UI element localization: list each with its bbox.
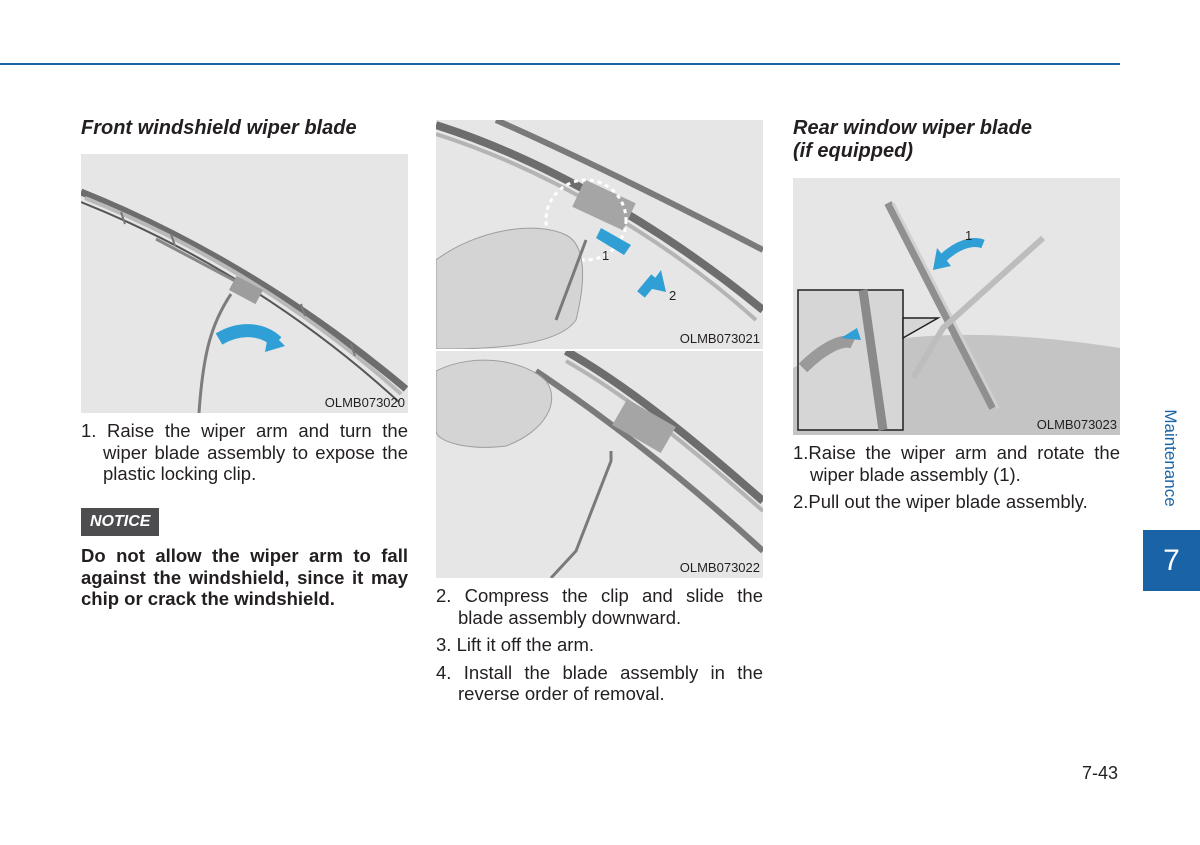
figure-rear-wiper (793, 178, 1120, 435)
page-number: 7-43 (1081, 763, 1118, 783)
chapter-label-text: Maintenance (1161, 408, 1180, 507)
figure-front-wiper (81, 154, 408, 413)
notice-text: Do not allow the wiper arm to fall against the windshield, since it may chip or crack the windshield. (81, 545, 408, 609)
rear-wiper-illustration (793, 178, 1120, 435)
figure-code: OLMB073020 (324, 395, 405, 410)
figure-blade-slide (436, 351, 763, 578)
clip-release-illustration (436, 120, 763, 349)
section-title-rear-line2: (if equipped) (793, 140, 913, 162)
right-steps (793, 442, 1120, 519)
step-1: 1.Raise the wiper arm and rotate the wiper blade assembly (1). (793, 442, 1120, 485)
step-3: 3. Lift it off the arm. (436, 634, 595, 655)
notice-badge-label: NOTICE (81, 508, 159, 536)
figure-code: OLMB073023 (1036, 417, 1117, 432)
step-2: 2. Compress the clip and slide the blade assembly downward. (436, 585, 763, 628)
step-1: 1. Raise the wiper arm and turn the wiper blade assembly to expose the plastic locking clip. (81, 420, 408, 484)
front-wiper-illustration (81, 154, 408, 413)
section-title-rear (793, 117, 1032, 163)
callout-1: 1 (965, 228, 973, 243)
chapter-label (1160, 390, 1180, 525)
step-4: 4. Install the blade assembly in the reverse order of removal. (436, 661, 763, 704)
section-title-front: Front windshield wiper blade (81, 117, 357, 139)
figure-code: OLMB073022 (679, 560, 760, 575)
left-steps (81, 420, 408, 491)
blade-slide-illustration (436, 351, 763, 578)
figure-code: OLMB073021 (679, 331, 760, 346)
callout-1: 1 (602, 248, 610, 263)
section-title-rear-line1: Rear window wiper blade (793, 117, 1032, 139)
figure-clip-release (436, 120, 763, 349)
middle-steps (436, 585, 763, 711)
callout-2: 2 (669, 288, 677, 303)
notice-badge (81, 508, 159, 536)
chapter-tab: 7 (1143, 530, 1200, 591)
step-2: 2.Pull out the wiper blade assembly. (793, 491, 1088, 512)
header-rule (0, 63, 1120, 65)
